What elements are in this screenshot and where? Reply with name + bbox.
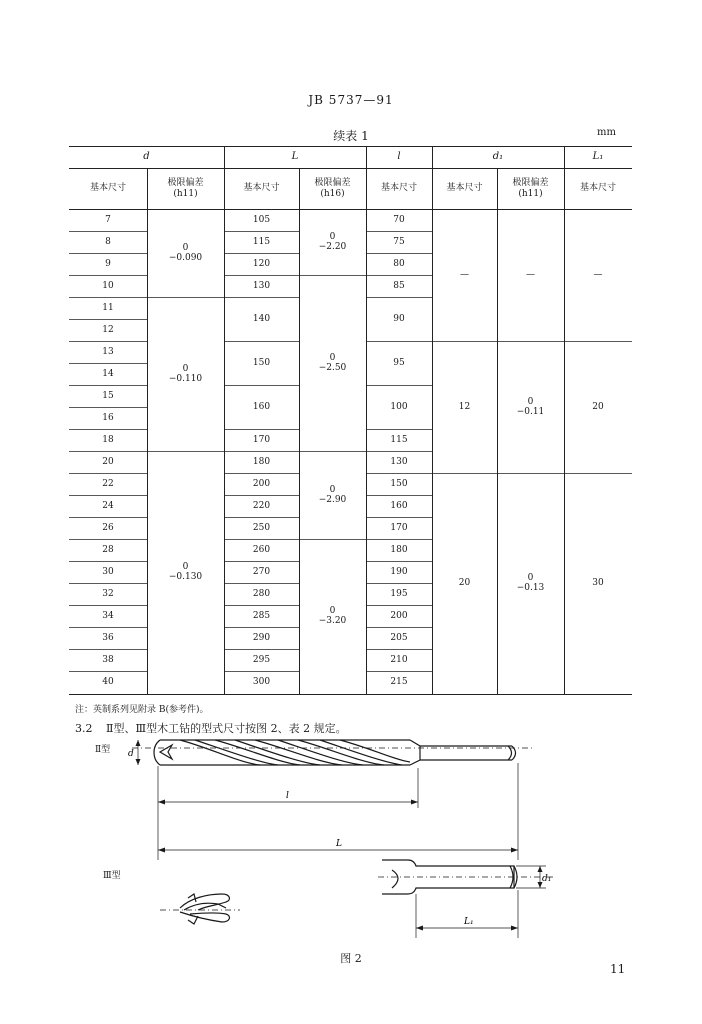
section-number: 3.2 xyxy=(75,722,93,735)
L-basic-cell: 285 xyxy=(252,610,271,621)
l-basic-cell: 75 xyxy=(393,236,405,247)
L-tolerance-cell: 0 −2.20 xyxy=(318,231,347,252)
d-basic-cell: 18 xyxy=(102,434,114,445)
d-basic-cell: 9 xyxy=(105,258,111,269)
d-basic-cell: 15 xyxy=(102,390,114,401)
l-basic-cell: 95 xyxy=(393,357,405,368)
d-basic-cell: 34 xyxy=(102,610,114,621)
l-basic-cell: 85 xyxy=(393,280,405,291)
d-basic-cell: 22 xyxy=(102,478,114,489)
l-basic-cell: 180 xyxy=(390,544,408,555)
L-basic-cell: 115 xyxy=(252,236,271,247)
L-basic-cell: 200 xyxy=(252,478,271,489)
L-basic-cell: 280 xyxy=(252,588,271,599)
L-basic-cell: 170 xyxy=(252,434,271,445)
L-basic-cell: 140 xyxy=(252,313,271,324)
d-basic-cell: 8 xyxy=(105,236,111,247)
d-basic-cell: 11 xyxy=(102,302,114,313)
dim-d-label: d xyxy=(128,749,134,759)
l-basic-cell: 80 xyxy=(393,258,405,269)
L-basic-cell: 180 xyxy=(252,456,271,467)
l-basic-cell: 195 xyxy=(390,588,408,599)
L-basic-cell: 150 xyxy=(252,357,271,368)
group-header-L1: L₁ xyxy=(592,151,604,163)
d-basic-cell: 26 xyxy=(102,522,114,533)
d-basic-cell: 12 xyxy=(102,324,114,335)
d-tolerance-cell: 0 −0.090 xyxy=(168,242,203,263)
subheader-L-tol: 极限偏差 (h16) xyxy=(314,178,351,199)
L-basic-cell: 300 xyxy=(252,676,271,687)
l-basic-cell: 190 xyxy=(390,566,408,577)
d-basic-cell: 28 xyxy=(102,544,114,555)
L-basic-cell: 105 xyxy=(252,214,271,225)
l-basic-cell: 115 xyxy=(390,434,408,445)
d-basic-cell: 38 xyxy=(102,654,114,665)
L1-basic-cell: 30 xyxy=(592,577,604,588)
standard-code-header: JB 5737—91 xyxy=(308,93,394,107)
section-text: Ⅱ型、Ⅲ型木工钻的型式尺寸按图 2、表 2 规定。 xyxy=(106,722,347,735)
type-iii-shank-drawing xyxy=(378,848,558,943)
l-basic-cell: 160 xyxy=(390,500,408,511)
group-header-l: l xyxy=(397,151,401,163)
l-basic-cell: 90 xyxy=(393,313,405,324)
L-basic-cell: 120 xyxy=(252,258,271,269)
L-basic-cell: 260 xyxy=(252,544,271,555)
dim-L1-label: L₁ xyxy=(464,917,474,927)
type-ii-label: Ⅱ型 xyxy=(95,745,111,755)
d-basic-cell: 13 xyxy=(102,346,114,357)
subheader-L-basic: 基本尺寸 xyxy=(243,183,280,194)
d-basic-cell: 36 xyxy=(102,632,114,643)
L1-basic-cell: — xyxy=(593,269,603,280)
L-basic-cell: 295 xyxy=(252,654,271,665)
dim-l-label: l xyxy=(286,791,289,801)
group-header-d1: d₁ xyxy=(492,151,504,163)
subheader-d1-tol: 极限偏差 (h11) xyxy=(512,178,549,199)
L-basic-cell: 270 xyxy=(252,566,271,577)
subheader-L1-basic: 基本尺寸 xyxy=(579,183,616,194)
d-basic-cell: 32 xyxy=(102,588,114,599)
L-basic-cell: 290 xyxy=(252,632,271,643)
l-basic-cell: 70 xyxy=(393,214,405,225)
type-iii-tip-drawing xyxy=(160,880,240,930)
l-basic-cell: 150 xyxy=(390,478,408,489)
d-basic-cell: 10 xyxy=(102,280,114,291)
L-basic-cell: 130 xyxy=(252,280,271,291)
l-basic-cell: 215 xyxy=(390,676,408,687)
subheader-d-tol: 极限偏差 (h11) xyxy=(167,178,204,199)
L-basic-cell: 250 xyxy=(252,522,271,533)
table-caption: 续表 1 xyxy=(333,129,369,143)
l-basic-cell: 205 xyxy=(390,632,408,643)
d-basic-cell: 30 xyxy=(102,566,114,577)
subheader-l-basic: 基本尺寸 xyxy=(380,183,417,194)
dimension-table xyxy=(69,146,632,695)
type-iii-label: Ⅲ型 xyxy=(103,871,121,881)
d-tolerance-cell: 0 −0.110 xyxy=(168,363,203,384)
l-basic-cell: 210 xyxy=(390,654,408,665)
l-basic-cell: 100 xyxy=(390,401,408,412)
table-note: 注：英制系列见附录 B(参考件)。 xyxy=(75,705,209,715)
d-basic-cell: 7 xyxy=(105,214,111,225)
L-tolerance-cell: 0 −3.20 xyxy=(318,605,347,626)
l-basic-cell: 170 xyxy=(390,522,408,533)
d-basic-cell: 14 xyxy=(102,368,114,379)
l-basic-cell: 130 xyxy=(390,456,408,467)
d1-basic-cell: — xyxy=(460,269,469,280)
d1-tolerance-cell: 0 −0.11 xyxy=(516,396,545,417)
type-ii-drill-drawing xyxy=(120,728,550,863)
L1-basic-cell: 20 xyxy=(592,401,604,412)
dim-d1-label: d₁ xyxy=(542,874,552,884)
group-header-L: L xyxy=(291,151,299,163)
L-tolerance-cell: 0 −2.50 xyxy=(318,352,347,373)
d1-tolerance-cell: 0 −0.13 xyxy=(516,572,545,593)
subheader-d1-basic: 基本尺寸 xyxy=(446,183,483,194)
figure-caption: 图 2 xyxy=(340,952,362,965)
l-basic-cell: 200 xyxy=(390,610,408,621)
d-basic-cell: 16 xyxy=(102,412,114,423)
d1-basic-cell: 12 xyxy=(458,401,471,412)
d1-tolerance-cell: — xyxy=(526,269,535,280)
dim-L-label: L xyxy=(336,839,342,849)
d-basic-cell: 20 xyxy=(102,456,114,467)
d-tolerance-cell: 0 −0.130 xyxy=(168,561,203,582)
d-basic-cell: 24 xyxy=(102,500,114,511)
page-number: 11 xyxy=(610,962,626,976)
d-basic-cell: 40 xyxy=(102,676,114,687)
L-basic-cell: 160 xyxy=(252,401,271,412)
d1-basic-cell: 20 xyxy=(458,577,471,588)
L-basic-cell: 220 xyxy=(252,500,271,511)
table-unit: mm xyxy=(597,127,616,138)
group-header-d: d xyxy=(143,151,150,163)
L-tolerance-cell: 0 −2.90 xyxy=(318,484,347,505)
subheader-d-basic: 基本尺寸 xyxy=(89,183,126,194)
